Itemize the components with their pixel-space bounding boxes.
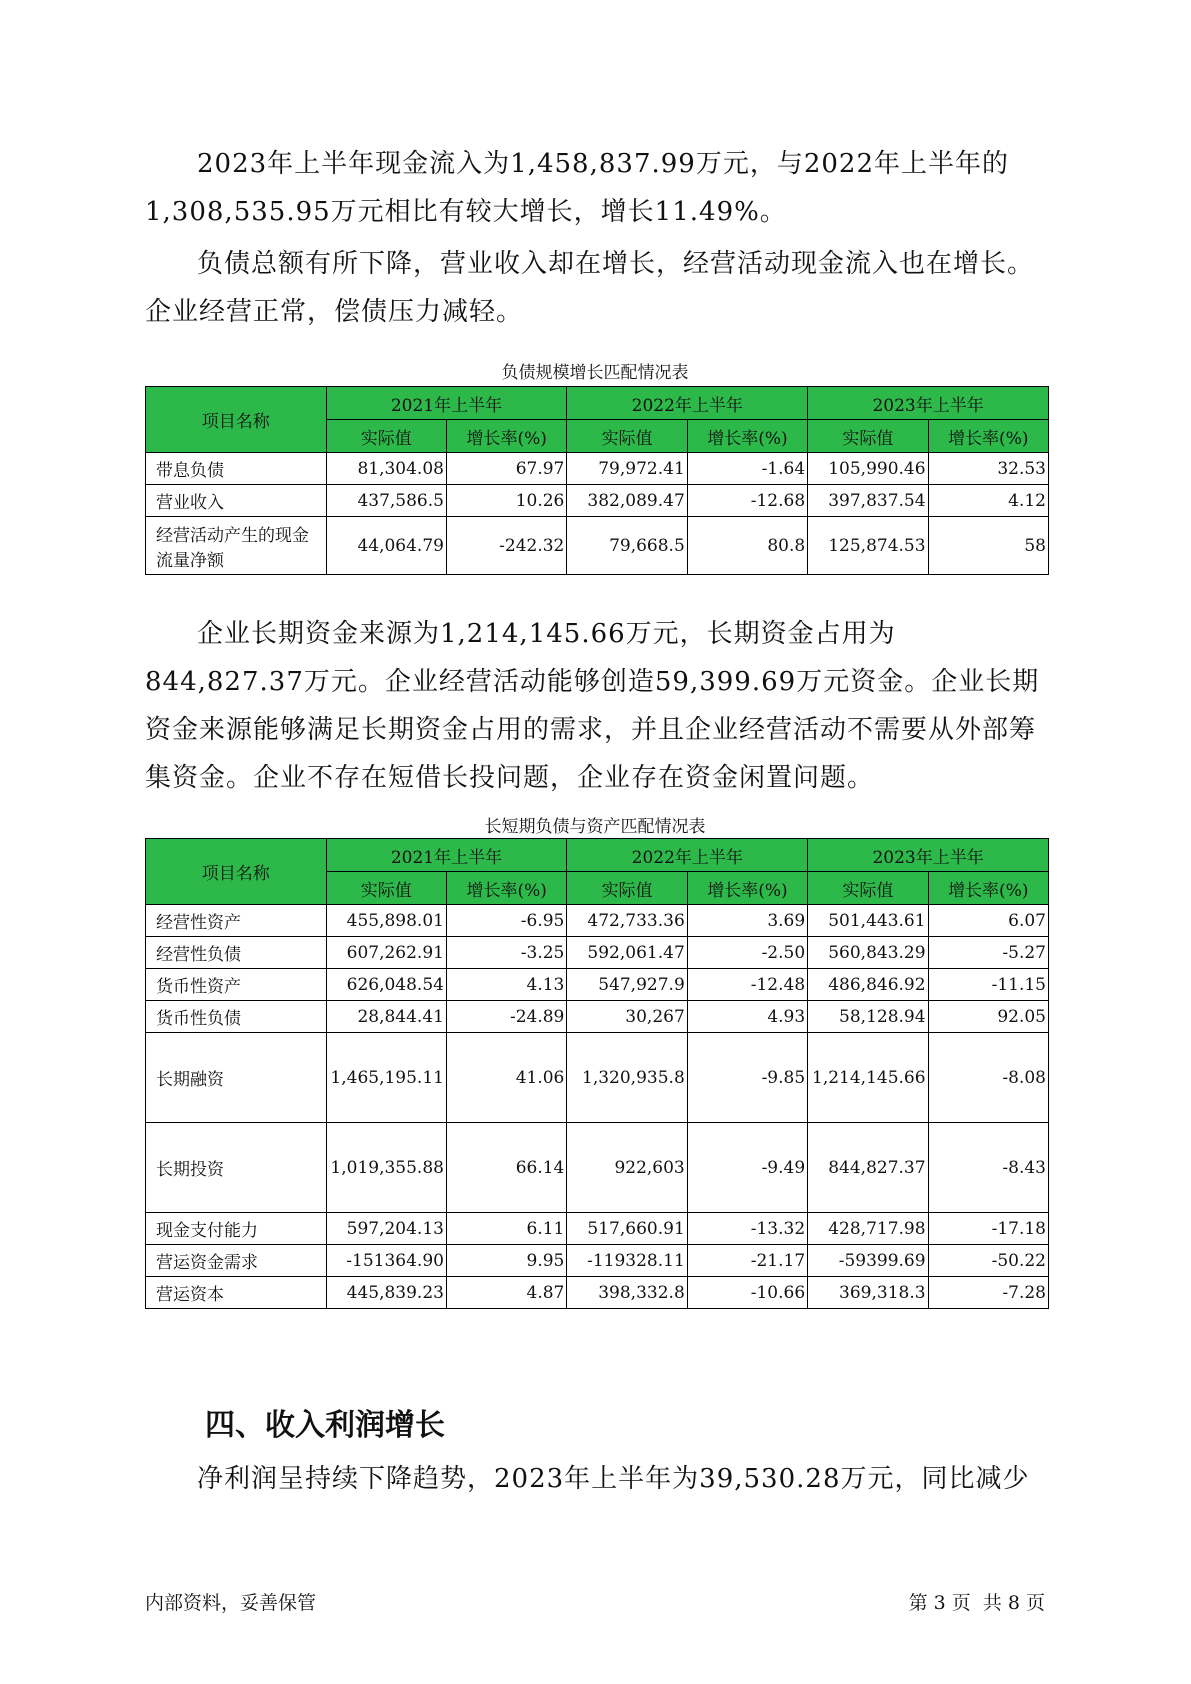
- table-row: [146, 1001, 1049, 1033]
- growth-rate-cell: -5.27: [928, 937, 1048, 969]
- header-growth: 增长率(%): [928, 420, 1048, 453]
- growth-rate-cell: -24.89: [446, 1001, 566, 1033]
- paragraph-debt-summary: 负债总额有所下降，营业收入却在增长，经营活动现金流入也在增长。企业经营正常，偿债压力减轻。: [145, 249, 1035, 327]
- header-actual: 实际值: [326, 872, 446, 905]
- growth-rate-cell: -9.85: [687, 1033, 807, 1123]
- growth-rate-cell: -242.32: [446, 517, 566, 575]
- actual-value-cell: 79,668.5: [567, 517, 687, 575]
- header-item-name: 项目名称: [146, 839, 327, 905]
- actual-value-cell: 626,048.54: [326, 969, 446, 1001]
- growth-rate-cell: -11.15: [928, 969, 1048, 1001]
- row-label: 营运资本: [146, 1277, 327, 1309]
- actual-value-cell: 486,846.92: [808, 969, 928, 1001]
- header-actual: 实际值: [808, 872, 928, 905]
- growth-rate-cell: -21.17: [687, 1245, 807, 1277]
- growth-rate-cell: 4.87: [446, 1277, 566, 1309]
- header-period: 2023年上半年: [808, 839, 1049, 872]
- actual-value-cell: 560,843.29: [808, 937, 928, 969]
- growth-rate-cell: -12.48: [687, 969, 807, 1001]
- actual-value-cell: 28,844.41: [326, 1001, 446, 1033]
- table-row: [146, 1245, 1049, 1277]
- actual-value-cell: 922,603: [567, 1123, 687, 1213]
- actual-value-cell: -151364.90: [326, 1245, 446, 1277]
- growth-rate-cell: 66.14: [446, 1123, 566, 1213]
- actual-value-cell: -59399.69: [808, 1245, 928, 1277]
- table-row: [146, 453, 1049, 485]
- growth-rate-cell: -3.25: [446, 937, 566, 969]
- table2-body: [146, 905, 1049, 1309]
- header-actual: 实际值: [326, 420, 446, 453]
- row-label: 经营活动产生的现金流量净额: [146, 517, 327, 575]
- row-label: 现金支付能力: [146, 1213, 327, 1245]
- header-actual: 实际值: [567, 872, 687, 905]
- table-row: [146, 969, 1049, 1001]
- debt-growth-table: [145, 386, 1049, 575]
- table1-caption: 负债规模增长匹配情况表: [501, 363, 689, 383]
- growth-rate-cell: 3.69: [687, 905, 807, 937]
- header-growth: 增长率(%): [928, 872, 1048, 905]
- actual-value-cell: 79,972.41: [567, 453, 687, 485]
- growth-rate-cell: -13.32: [687, 1213, 807, 1245]
- table-row: [146, 1213, 1049, 1245]
- table2-caption: 长短期负债与资产匹配情况表: [484, 817, 706, 837]
- growth-rate-cell: 4.12: [928, 485, 1048, 517]
- header-period: 2022年上半年: [567, 387, 808, 420]
- actual-value-cell: 398,332.8: [567, 1277, 687, 1309]
- actual-value-cell: 455,898.01: [326, 905, 446, 937]
- table-row: [146, 1277, 1049, 1309]
- actual-value-cell: 437,586.5: [326, 485, 446, 517]
- actual-value-cell: 105,990.46: [808, 453, 928, 485]
- actual-value-cell: 369,318.3: [808, 1277, 928, 1309]
- footer-page-number: 第 3 页 共 8 页: [908, 1592, 1045, 1614]
- actual-value-cell: -119328.11: [567, 1245, 687, 1277]
- growth-rate-cell: -1.64: [687, 453, 807, 485]
- actual-value-cell: 844,827.37: [808, 1123, 928, 1213]
- growth-rate-cell: 4.13: [446, 969, 566, 1001]
- growth-rate-cell: 6.11: [446, 1213, 566, 1245]
- actual-value-cell: 428,717.98: [808, 1213, 928, 1245]
- header-period: 2021年上半年: [326, 387, 567, 420]
- header-actual: 实际值: [567, 420, 687, 453]
- actual-value-cell: 547,927.9: [567, 969, 687, 1001]
- table-row: [146, 905, 1049, 937]
- header-period: 2021年上半年: [326, 839, 567, 872]
- actual-value-cell: 1,320,935.8: [567, 1033, 687, 1123]
- actual-value-cell: 30,267: [567, 1001, 687, 1033]
- growth-rate-cell: 32.53: [928, 453, 1048, 485]
- header-growth: 增长率(%): [446, 872, 566, 905]
- actual-value-cell: 1,019,355.88: [326, 1123, 446, 1213]
- actual-value-cell: 81,304.08: [326, 453, 446, 485]
- growth-rate-cell: -7.28: [928, 1277, 1048, 1309]
- actual-value-cell: 397,837.54: [808, 485, 928, 517]
- header-actual: 实际值: [808, 420, 928, 453]
- actual-value-cell: 592,061.47: [567, 937, 687, 969]
- header-period: 2023年上半年: [808, 387, 1049, 420]
- table-row: [146, 485, 1049, 517]
- footer-confidential-note: 内部资料，妥善保管: [145, 1592, 317, 1614]
- growth-rate-cell: 92.05: [928, 1001, 1048, 1033]
- growth-rate-cell: 10.26: [446, 485, 566, 517]
- header-growth: 增长率(%): [687, 872, 807, 905]
- table-row: [146, 1033, 1049, 1123]
- growth-rate-cell: -2.50: [687, 937, 807, 969]
- row-label: 货币性资产: [146, 969, 327, 1001]
- growth-rate-cell: -10.66: [687, 1277, 807, 1309]
- growth-rate-cell: -12.68: [687, 485, 807, 517]
- actual-value-cell: 1,465,195.11: [326, 1033, 446, 1123]
- growth-rate-cell: 9.95: [446, 1245, 566, 1277]
- growth-rate-cell: 58: [928, 517, 1048, 575]
- actual-value-cell: 597,204.13: [326, 1213, 446, 1245]
- growth-rate-cell: -6.95: [446, 905, 566, 937]
- paragraph-cash-inflow: 2023年上半年现金流入为1,458,837.99万元，与2022年上半年的1,308,535.95万元相比有较大增长，增长11.49%。: [145, 149, 1010, 227]
- actual-value-cell: 517,660.91: [567, 1213, 687, 1245]
- row-label: 长期融资: [146, 1033, 327, 1123]
- row-label: 营运资金需求: [146, 1245, 327, 1277]
- row-label: 经营性负债: [146, 937, 327, 969]
- growth-rate-cell: -8.43: [928, 1123, 1048, 1213]
- header-period: 2022年上半年: [567, 839, 808, 872]
- actual-value-cell: 58,128.94: [808, 1001, 928, 1033]
- growth-rate-cell: -9.49: [687, 1123, 807, 1213]
- row-label: 经营性资产: [146, 905, 327, 937]
- row-label: 货币性负债: [146, 1001, 327, 1033]
- row-label: 长期投资: [146, 1123, 327, 1213]
- growth-rate-cell: -17.18: [928, 1213, 1048, 1245]
- growth-rate-cell: 80.8: [687, 517, 807, 575]
- growth-rate-cell: 41.06: [446, 1033, 566, 1123]
- paragraph-net-profit: 净利润呈持续下降趋势，2023年上半年为39,530.28万元，同比减少: [197, 1464, 1030, 1494]
- row-label: 营业收入: [146, 485, 327, 517]
- table1-body: [146, 453, 1049, 575]
- table-row: [146, 517, 1049, 575]
- actual-value-cell: 125,874.53: [808, 517, 928, 575]
- row-label: 带息负债: [146, 453, 327, 485]
- section-heading: 四、收入利润增长: [205, 1408, 445, 1443]
- growth-rate-cell: -50.22: [928, 1245, 1048, 1277]
- table-row: [146, 1123, 1049, 1213]
- actual-value-cell: 472,733.36: [567, 905, 687, 937]
- growth-rate-cell: -8.08: [928, 1033, 1048, 1123]
- table-row: [146, 937, 1049, 969]
- actual-value-cell: 382,089.47: [567, 485, 687, 517]
- header-item-name: 项目名称: [146, 387, 327, 453]
- paragraph-long-term-funding: 企业长期资金来源为1,214,145.66万元，长期资金占用为844,827.37万元。企业经营活动能够创造59,399.69万元资金。企业长期资金来源能够满足长期资金占用的需求，并且企业经营活动不需要从外部筹集资金。企业不存在短借长投问题，企业存在资金闲置问题。: [145, 619, 1040, 793]
- actual-value-cell: 501,443.61: [808, 905, 928, 937]
- header-growth: 增长率(%): [446, 420, 566, 453]
- growth-rate-cell: 67.97: [446, 453, 566, 485]
- actual-value-cell: 1,214,145.66: [808, 1033, 928, 1123]
- growth-rate-cell: 4.93: [687, 1001, 807, 1033]
- actual-value-cell: 44,064.79: [326, 517, 446, 575]
- actual-value-cell: 445,839.23: [326, 1277, 446, 1309]
- asset-liability-match-table: [145, 838, 1049, 1309]
- actual-value-cell: 607,262.91: [326, 937, 446, 969]
- header-growth: 增长率(%): [687, 420, 807, 453]
- growth-rate-cell: 6.07: [928, 905, 1048, 937]
